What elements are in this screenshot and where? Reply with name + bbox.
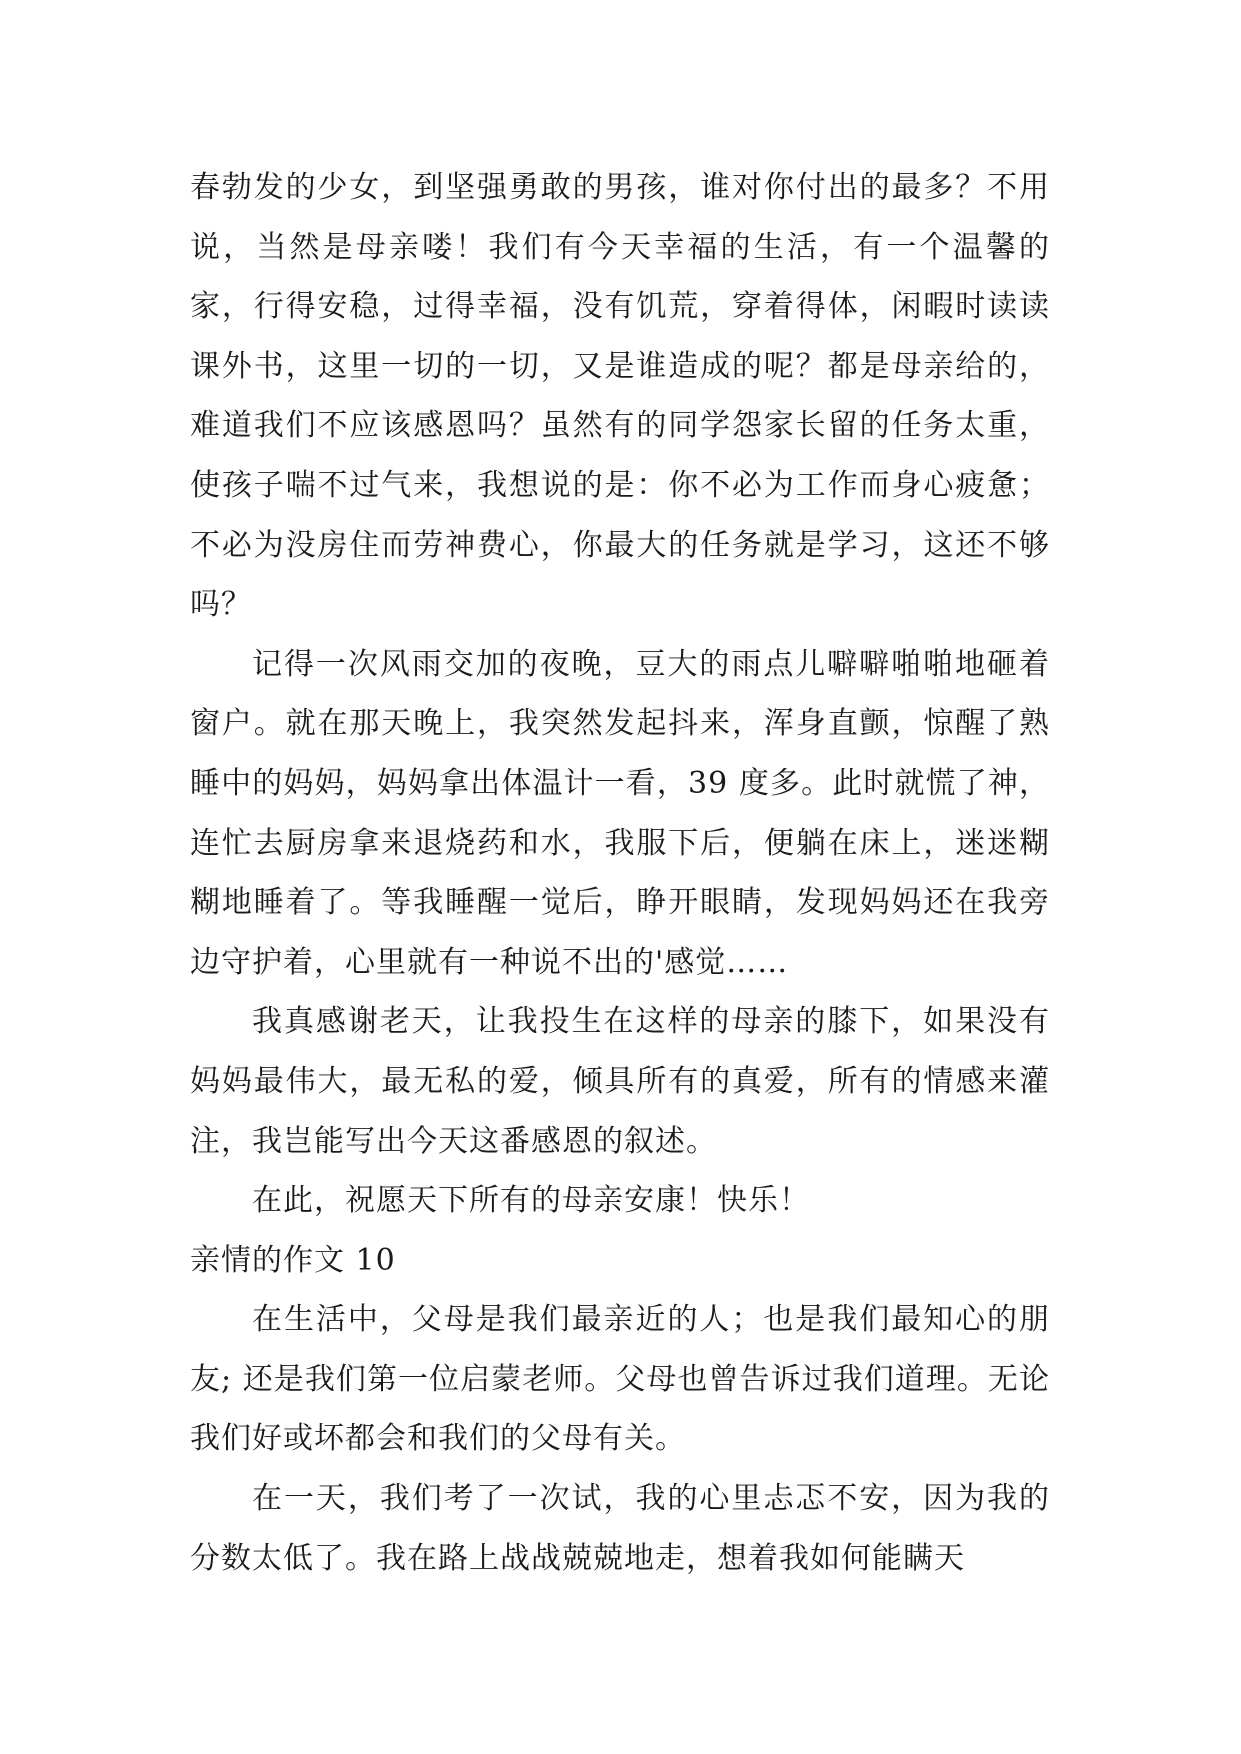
paragraph-3: 我真感谢老天，让我投生在这样的母亲的膝下，如果没有妈妈最伟大，最无私的爱，倾具所有的真爱，所有的情感来灌注，我岂能写出今天这番感恩的叙述。	[190, 1004, 1050, 1159]
paragraph-6: 在一天，我们考了一次试，我的心里忐忑不安，因为我的分数太低了。我在路上战战兢兢地走，想着我如何能瞒天	[190, 1481, 1050, 1576]
document-body	[190, 158, 1050, 1588]
paragraph-4: 在此，祝愿天下所有的母亲安康！快乐！	[252, 1183, 810, 1219]
paragraph-1: 春勃发的少女，到坚强勇敢的男孩，谁对你付出的最多？不用说，当然是母亲喽！我们有今天幸福的生活，有一个温馨的家，行得安稳，过得幸福，没有饥荒，穿着得体，闲暇时读读课外书，这里一切的一切，又是谁造成的呢？都是母亲给的，难道我们不应该感恩吗？虽然有的同学怨家长留的任务太重，使孩子喘不过气来，我想说的是：你不必为工作而身心疲惫；不必为没房住而劳神费心，你最大的任务就是学习，这还不够吗？	[190, 170, 1050, 623]
paragraph-5: 在生活中，父母是我们最亲近的人；也是我们最知心的朋友; 还是我们第一位启蒙老师。父母也曾告诉过我们道理。无论我们好或坏都会和我们的父母有关。	[190, 1302, 1050, 1457]
paragraph-2: 记得一次风雨交加的夜晚，豆大的雨点儿噼噼啪啪地砸着窗户。就在那天晚上，我突然发起抖来，浑身直颤，惊醒了熟睡中的妈妈，妈妈拿出体温计一看，39 度多。此时就慌了神，连忙去厨房拿来退烧药和水，我服下后，便躺在床上，迷迷糊糊地睡着了。等我睡醒一觉后，睁开眼睛，发现妈妈还在我旁边守护着，心里就有一种说不出的'感觉……	[190, 646, 1050, 980]
section-title: 亲情的作文 10	[190, 1242, 396, 1278]
